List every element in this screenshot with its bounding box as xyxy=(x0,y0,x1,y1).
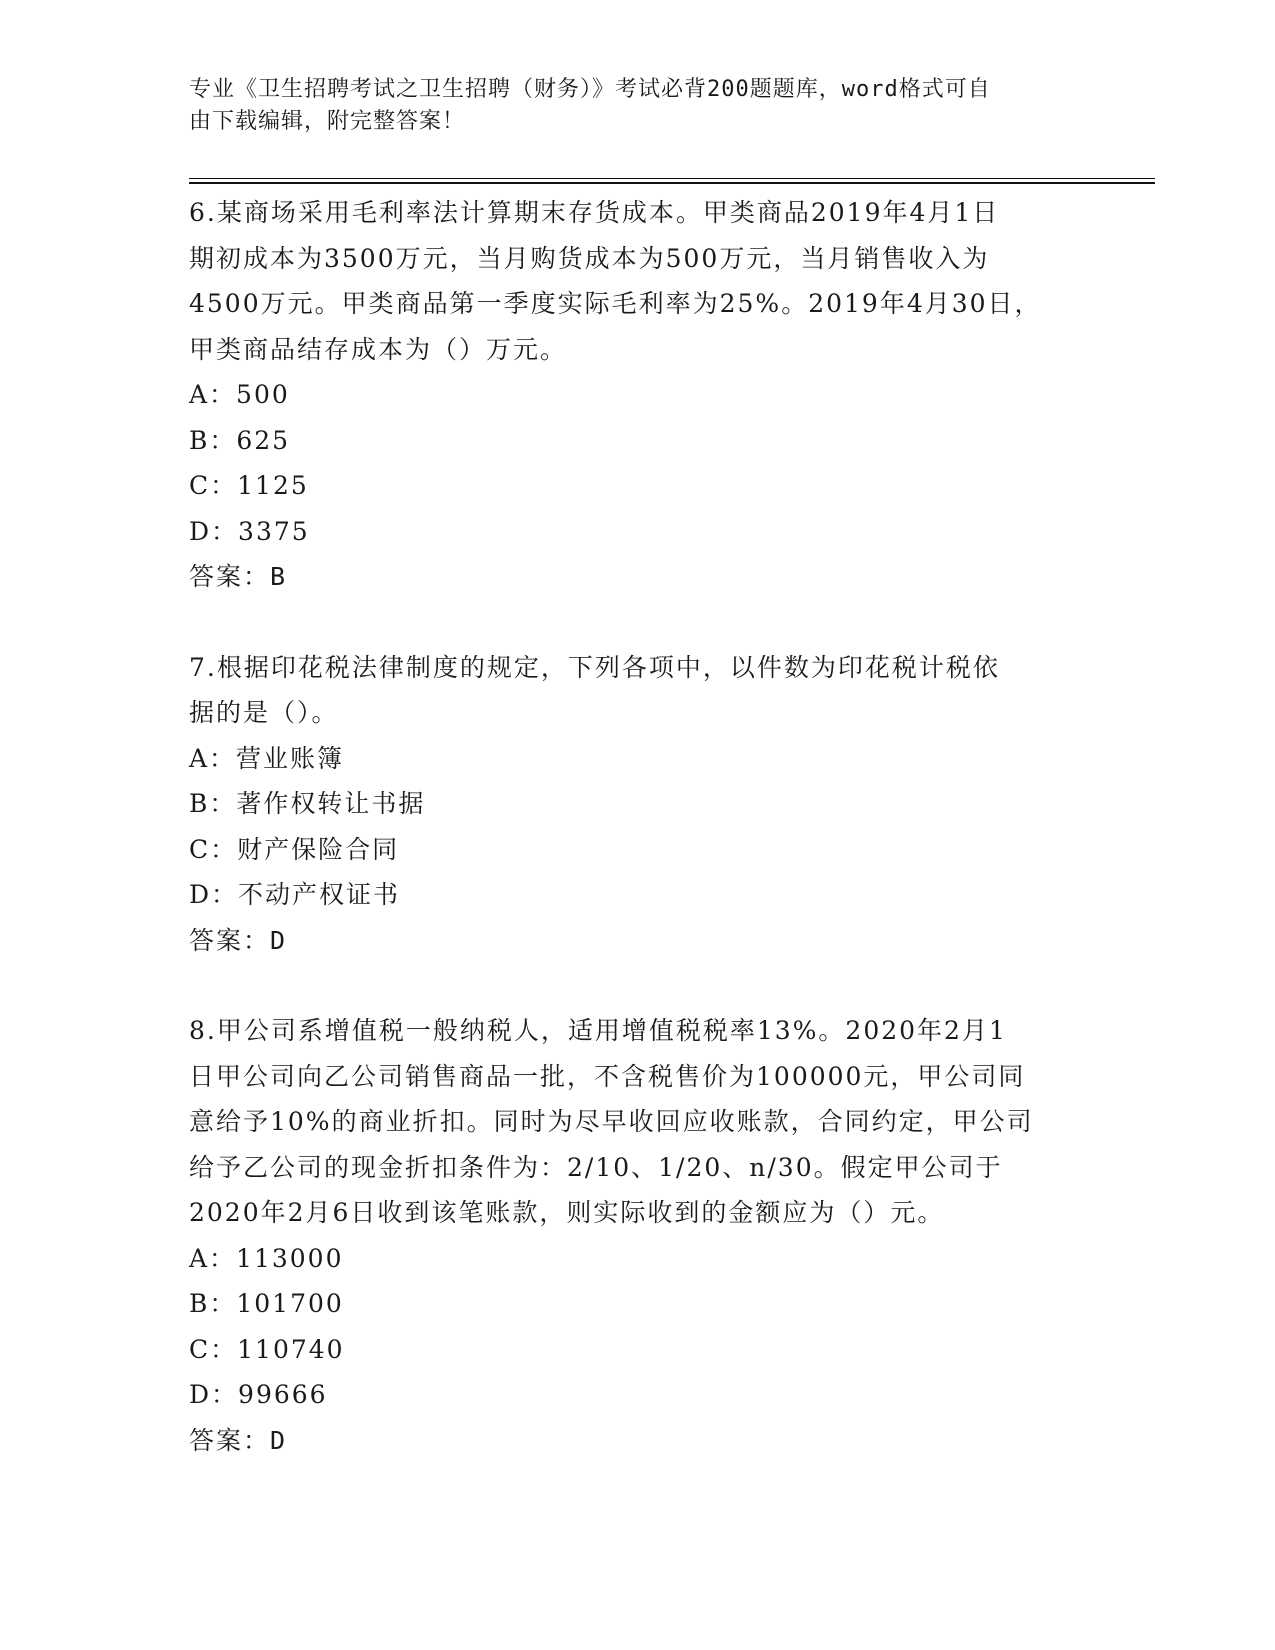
question-text-line: 给予乙公司的现金折扣条件为：2/10、1/20、n/30。假定甲公司于 xyxy=(189,1152,1003,1182)
option-c: C：1125 xyxy=(189,471,309,500)
option-a: A：113000 xyxy=(189,1243,344,1273)
header-divider-thick xyxy=(189,182,1155,184)
header-divider-thin xyxy=(189,178,1155,179)
question-text-line: 期初成本为3500万元，当月购货成本为500万元，当月销售收入为 xyxy=(189,243,990,273)
option-a: A：营业账簿 xyxy=(189,743,345,773)
option-b: B：著作权转让书据 xyxy=(189,789,426,818)
question-text-line: 2020年2月6日收到该笔账款，则实际收到的金额应为（）元。 xyxy=(189,1198,945,1227)
question-list xyxy=(189,190,1089,1508)
option-b: B：625 xyxy=(189,425,291,455)
option-c: C：财产保险合同 xyxy=(189,834,400,864)
question-text-line: 据的是（）。 xyxy=(189,698,339,727)
answer-line: 答案：D xyxy=(189,925,288,955)
option-d: D：不动产权证书 xyxy=(189,880,401,909)
question-text-line: 6.某商场采用毛利率法计算期末存货成本。甲类商品2019年4月1日 xyxy=(189,198,1000,227)
question-8 xyxy=(189,1008,1089,1463)
document-header xyxy=(189,74,1089,138)
question-text-line: 甲类商品结存成本为（）万元。 xyxy=(189,334,568,364)
answer-line: 答案：D xyxy=(189,1425,288,1455)
option-d: D：99666 xyxy=(189,1380,328,1409)
option-a: A：500 xyxy=(189,380,290,409)
option-b: B：101700 xyxy=(189,1289,344,1318)
option-d: D：3375 xyxy=(189,516,310,546)
question-text-line: 7.根据印花税法律制度的规定，下列各项中，以件数为印花税计税依 xyxy=(189,652,1000,682)
question-text-line: 日甲公司向乙公司销售商品一批，不含税售价为100000元，甲公司同 xyxy=(189,1061,1026,1091)
header-line-2: 由下载编辑，附完整答案！ xyxy=(189,109,466,134)
question-6 xyxy=(189,190,1089,600)
question-text-line: 意给予10%的商业折扣。同时为尽早收回应收账款，合同约定，甲公司 xyxy=(189,1107,1034,1136)
question-text-line: 4500万元。甲类商品第一季度实际毛利率为25%。2019年4月30日， xyxy=(189,289,1042,318)
question-text-line: 8.甲公司系增值税一般纳税人，适用增值税税率13%。2020年2月1 xyxy=(189,1016,1007,1045)
option-c: C：110740 xyxy=(189,1334,345,1364)
answer-line: 答案：B xyxy=(189,562,288,591)
question-7 xyxy=(189,645,1089,964)
header-line-1: 专业《卫生招聘考试之卫生招聘（财务）》考试必背200题题库，word格式可自 xyxy=(189,77,991,102)
